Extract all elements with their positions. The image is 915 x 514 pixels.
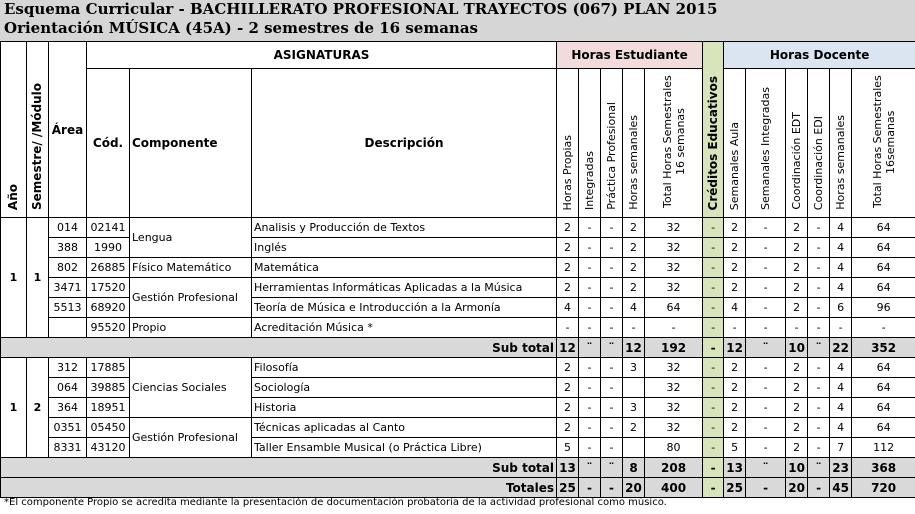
- area-cell: 8331: [49, 438, 87, 458]
- value-cell: -: [746, 358, 786, 378]
- subtotal-cell: 23: [830, 458, 852, 478]
- table-row: [1, 358, 915, 378]
- value-cell: -: [808, 438, 830, 458]
- descripcion-cell: Acreditación Música *: [252, 318, 557, 338]
- value-cell: 2: [786, 238, 808, 258]
- descripcion-cell: Teoría de Música e Introducción a la Armonía: [252, 298, 557, 318]
- col-creditos: Créditos Educativos: [703, 42, 724, 218]
- total-cell: 20: [786, 478, 808, 498]
- descripcion-cell: Herramientas Informáticas Aplicadas a la Música: [252, 278, 557, 298]
- horas-docente-header: Horas Docente: [724, 42, 915, 69]
- value-cell: -: [703, 358, 724, 378]
- col-integradas: Integradas: [579, 69, 601, 218]
- cod-cell: 43120: [87, 438, 130, 458]
- value-cell: 32: [645, 418, 703, 438]
- subtotal-cell: ¨: [579, 338, 601, 358]
- value-cell: -: [808, 238, 830, 258]
- total-cell: 720: [852, 478, 915, 498]
- subtotal-cell: 22: [830, 338, 852, 358]
- subtotal-cell: ¨: [601, 458, 623, 478]
- value-cell: -: [808, 358, 830, 378]
- value-cell: 64: [645, 298, 703, 318]
- value-cell: 2: [786, 298, 808, 318]
- value-cell: -: [623, 318, 645, 338]
- value-cell: 4: [724, 298, 746, 318]
- value-cell: -: [808, 278, 830, 298]
- area-cell: 312: [49, 358, 87, 378]
- value-cell: -: [579, 278, 601, 298]
- value-cell: 64: [852, 218, 915, 238]
- value-cell: -: [601, 378, 623, 398]
- subtotal-cell: 10: [786, 458, 808, 478]
- subtotal-label: Sub total: [1, 458, 557, 478]
- semestre-cell: 2: [27, 358, 49, 458]
- total-cell: -: [703, 478, 724, 498]
- value-cell: 64: [852, 278, 915, 298]
- subtotal-cell: 10: [786, 338, 808, 358]
- value-cell: -: [579, 418, 601, 438]
- value-cell: -: [703, 398, 724, 418]
- value-cell: -: [724, 318, 746, 338]
- subtotal-cell: ¨: [601, 338, 623, 358]
- value-cell: -: [579, 378, 601, 398]
- col-total-horas-doc: Total Horas Semestrales 16semanas: [852, 69, 915, 218]
- value-cell: -: [601, 358, 623, 378]
- col-descripcion: Descripción: [252, 69, 557, 218]
- value-cell: -: [746, 218, 786, 238]
- value-cell: 64: [852, 238, 915, 258]
- value-cell: -: [703, 258, 724, 278]
- value-cell: -: [557, 318, 579, 338]
- value-cell: -: [579, 218, 601, 238]
- value-cell: 3: [623, 358, 645, 378]
- asignaturas-header: ASIGNATURAS: [87, 42, 557, 69]
- value-cell: 2: [557, 378, 579, 398]
- value-cell: 2: [623, 218, 645, 238]
- descripcion-cell: Analisis y Producción de Textos: [252, 218, 557, 238]
- cod-cell: 02141: [87, 218, 130, 238]
- totales-label: Totales: [1, 478, 557, 498]
- col-coordinacion-edi: Coordinación EDI: [808, 69, 830, 218]
- value-cell: 64: [852, 418, 915, 438]
- subtotal-cell: -: [703, 338, 724, 358]
- value-cell: -: [746, 418, 786, 438]
- value-cell: -: [703, 298, 724, 318]
- col-semanales-integradas: Semanales Integradas: [746, 69, 786, 218]
- col-horas-propias: Horas Propias: [557, 69, 579, 218]
- value-cell: -: [703, 278, 724, 298]
- value-cell: -: [579, 298, 601, 318]
- subtotal-cell: 8: [623, 458, 645, 478]
- area-cell: 014: [49, 218, 87, 238]
- value-cell: 2: [724, 358, 746, 378]
- value-cell: -: [746, 238, 786, 258]
- subtotal-cell: ¨: [746, 338, 786, 358]
- cod-cell: 1990: [87, 238, 130, 258]
- value-cell: -: [746, 258, 786, 278]
- value-cell: 6: [830, 298, 852, 318]
- value-cell: 2: [724, 218, 746, 238]
- col-area: Área: [49, 42, 87, 218]
- value-cell: -: [746, 278, 786, 298]
- value-cell: 64: [852, 378, 915, 398]
- value-cell: 64: [852, 358, 915, 378]
- value-cell: 32: [645, 238, 703, 258]
- col-horas-semanales-est: Horas semanales: [623, 69, 645, 218]
- componente-cell: Gestión Profesional: [130, 418, 252, 458]
- value-cell: 4: [623, 298, 645, 318]
- area-cell: 064: [49, 378, 87, 398]
- header-row-bottom: [1, 69, 915, 218]
- value-cell: 32: [645, 278, 703, 298]
- value-cell: 2: [557, 278, 579, 298]
- componente-cell: Ciencias Sociales: [130, 358, 252, 418]
- footnote: *El componente Propio se acredita mediante la presentación de documentación probatoria de la actividad profesional como músico.: [4, 497, 667, 508]
- value-cell: 32: [645, 218, 703, 238]
- col-coordinacion-edt: Coordinación EDT: [786, 69, 808, 218]
- value-cell: -: [579, 238, 601, 258]
- area-cell: [49, 318, 87, 338]
- value-cell: -: [830, 318, 852, 338]
- horas-estudiante-header: Horas Estudiante: [557, 42, 703, 69]
- value-cell: 2: [724, 258, 746, 278]
- subtotal-cell: -: [703, 458, 724, 478]
- table-row: [1, 218, 915, 238]
- value-cell: 5: [724, 438, 746, 458]
- subtotal-cell: ¨: [808, 338, 830, 358]
- value-cell: 2: [724, 418, 746, 438]
- area-cell: 0351: [49, 418, 87, 438]
- total-cell: 20: [623, 478, 645, 498]
- value-cell: -: [601, 278, 623, 298]
- value-cell: 4: [830, 378, 852, 398]
- value-cell: 32: [645, 358, 703, 378]
- cod-cell: 05450: [87, 418, 130, 438]
- value-cell: 2: [786, 278, 808, 298]
- value-cell: 2: [786, 438, 808, 458]
- value-cell: -: [579, 398, 601, 418]
- cod-cell: 39885: [87, 378, 130, 398]
- value-cell: 5: [557, 438, 579, 458]
- total-cell: -: [601, 478, 623, 498]
- value-cell: 2: [786, 258, 808, 278]
- value-cell: -: [703, 378, 724, 398]
- value-cell: -: [601, 418, 623, 438]
- value-cell: -: [601, 218, 623, 238]
- anio-cell: 1: [1, 218, 27, 338]
- subtotal-row: [1, 458, 915, 478]
- subtotal-label: Sub total: [1, 338, 557, 358]
- value-cell: 32: [645, 378, 703, 398]
- total-cell: 25: [557, 478, 579, 498]
- value-cell: 2: [623, 278, 645, 298]
- area-cell: 802: [49, 258, 87, 278]
- value-cell: -: [746, 378, 786, 398]
- table-row: [1, 278, 915, 298]
- area-cell: 364: [49, 398, 87, 418]
- descripcion-cell: Filosofía: [252, 358, 557, 378]
- componente-cell: Gestión Profesional: [130, 278, 252, 318]
- value-cell: -: [808, 418, 830, 438]
- cod-cell: 17885: [87, 358, 130, 378]
- area-cell: 388: [49, 238, 87, 258]
- value-cell: -: [746, 298, 786, 318]
- value-cell: -: [703, 238, 724, 258]
- value-cell: -: [786, 318, 808, 338]
- value-cell: -: [601, 238, 623, 258]
- value-cell: -: [703, 418, 724, 438]
- value-cell: 2: [557, 238, 579, 258]
- total-cell: -: [746, 478, 786, 498]
- descripcion-cell: Sociología: [252, 378, 557, 398]
- value-cell: 4: [830, 238, 852, 258]
- value-cell: -: [579, 318, 601, 338]
- value-cell: 64: [852, 258, 915, 278]
- col-anio: Año: [1, 42, 27, 218]
- total-cell: 45: [830, 478, 852, 498]
- area-cell: 5513: [49, 298, 87, 318]
- value-cell: -: [579, 358, 601, 378]
- descripcion-cell: Taller Ensamble Musical (o Práctica Libre): [252, 438, 557, 458]
- value-cell: 2: [724, 238, 746, 258]
- value-cell: 2: [557, 258, 579, 278]
- value-cell: -: [746, 438, 786, 458]
- title-line-2: Orientación MÚSICA (45A) - 2 semestres de 16 semanas: [4, 19, 478, 37]
- value-cell: -: [601, 438, 623, 458]
- total-cell: 25: [724, 478, 746, 498]
- cod-cell: 17520: [87, 278, 130, 298]
- subtotal-cell: 208: [645, 458, 703, 478]
- subtotal-row: [1, 338, 915, 358]
- value-cell: 2: [724, 378, 746, 398]
- col-semestre: Semestre/ /Módulo: [27, 42, 49, 218]
- subtotal-cell: 192: [645, 338, 703, 358]
- value-cell: 2: [557, 418, 579, 438]
- value-cell: 2: [623, 258, 645, 278]
- table-row: [1, 318, 915, 338]
- value-cell: 4: [830, 258, 852, 278]
- componente-cell: Lengua: [130, 218, 252, 258]
- value-cell: 2: [724, 278, 746, 298]
- value-cell: -: [808, 398, 830, 418]
- subtotal-cell: 12: [557, 338, 579, 358]
- value-cell: [623, 438, 645, 458]
- value-cell: 112: [852, 438, 915, 458]
- cod-cell: 68920: [87, 298, 130, 318]
- subtotal-cell: ¨: [808, 458, 830, 478]
- value-cell: 4: [830, 398, 852, 418]
- value-cell: 2: [623, 418, 645, 438]
- value-cell: [623, 378, 645, 398]
- area-cell: 3471: [49, 278, 87, 298]
- value-cell: 2: [724, 398, 746, 418]
- header-row-top: [1, 42, 915, 69]
- value-cell: -: [746, 398, 786, 418]
- descripcion-cell: Técnicas aplicadas al Canto: [252, 418, 557, 438]
- semestre-cell: 1: [27, 218, 49, 338]
- anio-cell: 1: [1, 358, 27, 458]
- subtotal-cell: 12: [724, 338, 746, 358]
- value-cell: 4: [830, 218, 852, 238]
- value-cell: 7: [830, 438, 852, 458]
- value-cell: -: [601, 398, 623, 418]
- total-cell: 400: [645, 478, 703, 498]
- totales-row: [1, 478, 915, 498]
- value-cell: 2: [623, 238, 645, 258]
- value-cell: 96: [852, 298, 915, 318]
- subtotal-cell: 13: [724, 458, 746, 478]
- subtotal-cell: 13: [557, 458, 579, 478]
- table-row: [1, 258, 915, 278]
- value-cell: -: [601, 298, 623, 318]
- value-cell: 4: [830, 418, 852, 438]
- value-cell: 2: [557, 398, 579, 418]
- total-cell: -: [579, 478, 601, 498]
- value-cell: -: [746, 318, 786, 338]
- value-cell: -: [808, 298, 830, 318]
- value-cell: 4: [830, 278, 852, 298]
- subtotal-cell: 12: [623, 338, 645, 358]
- value-cell: 2: [557, 218, 579, 238]
- table-row: [1, 418, 915, 438]
- value-cell: 3: [623, 398, 645, 418]
- value-cell: 2: [786, 398, 808, 418]
- value-cell: -: [808, 318, 830, 338]
- value-cell: -: [703, 438, 724, 458]
- value-cell: 2: [557, 358, 579, 378]
- descripcion-cell: Inglés: [252, 238, 557, 258]
- value-cell: 64: [852, 398, 915, 418]
- total-cell: -: [808, 478, 830, 498]
- subtotal-cell: 368: [852, 458, 915, 478]
- title-line-1: Esquema Curricular - BACHILLERATO PROFESIONAL TRAYECTOS (067) PLAN 2015: [4, 0, 718, 18]
- col-cod: Cód.: [87, 69, 130, 218]
- descripcion-cell: Matemática: [252, 258, 557, 278]
- value-cell: -: [808, 218, 830, 238]
- value-cell: -: [808, 258, 830, 278]
- title-bar: [0, 0, 915, 42]
- col-componente: Componente: [130, 69, 252, 218]
- value-cell: 4: [557, 298, 579, 318]
- value-cell: 2: [786, 378, 808, 398]
- value-cell: 32: [645, 398, 703, 418]
- value-cell: 2: [786, 418, 808, 438]
- componente-cell: Propio: [130, 318, 252, 338]
- cod-cell: 95520: [87, 318, 130, 338]
- cod-cell: 26885: [87, 258, 130, 278]
- value-cell: 80: [645, 438, 703, 458]
- value-cell: -: [579, 258, 601, 278]
- col-total-horas-est: Total Horas Semestrales 16 semanas: [645, 69, 703, 218]
- value-cell: 4: [830, 358, 852, 378]
- value-cell: -: [645, 318, 703, 338]
- subtotal-cell: ¨: [579, 458, 601, 478]
- curriculum-table: [0, 41, 915, 498]
- value-cell: -: [601, 258, 623, 278]
- subtotal-cell: 352: [852, 338, 915, 358]
- value-cell: -: [703, 218, 724, 238]
- cod-cell: 18951: [87, 398, 130, 418]
- value-cell: 2: [786, 218, 808, 238]
- value-cell: -: [852, 318, 915, 338]
- value-cell: 2: [786, 358, 808, 378]
- value-cell: -: [808, 378, 830, 398]
- descripcion-cell: Historia: [252, 398, 557, 418]
- subtotal-cell: ¨: [746, 458, 786, 478]
- value-cell: -: [579, 438, 601, 458]
- value-cell: -: [601, 318, 623, 338]
- col-practica-profesional: Práctica Profesional: [601, 69, 623, 218]
- col-horas-semanales-doc: Horas semanales: [830, 69, 852, 218]
- componente-cell: Físico Matemático: [130, 258, 252, 278]
- value-cell: 32: [645, 258, 703, 278]
- col-semanales-aula: Semanales Aula: [724, 69, 746, 218]
- value-cell: -: [703, 318, 724, 338]
